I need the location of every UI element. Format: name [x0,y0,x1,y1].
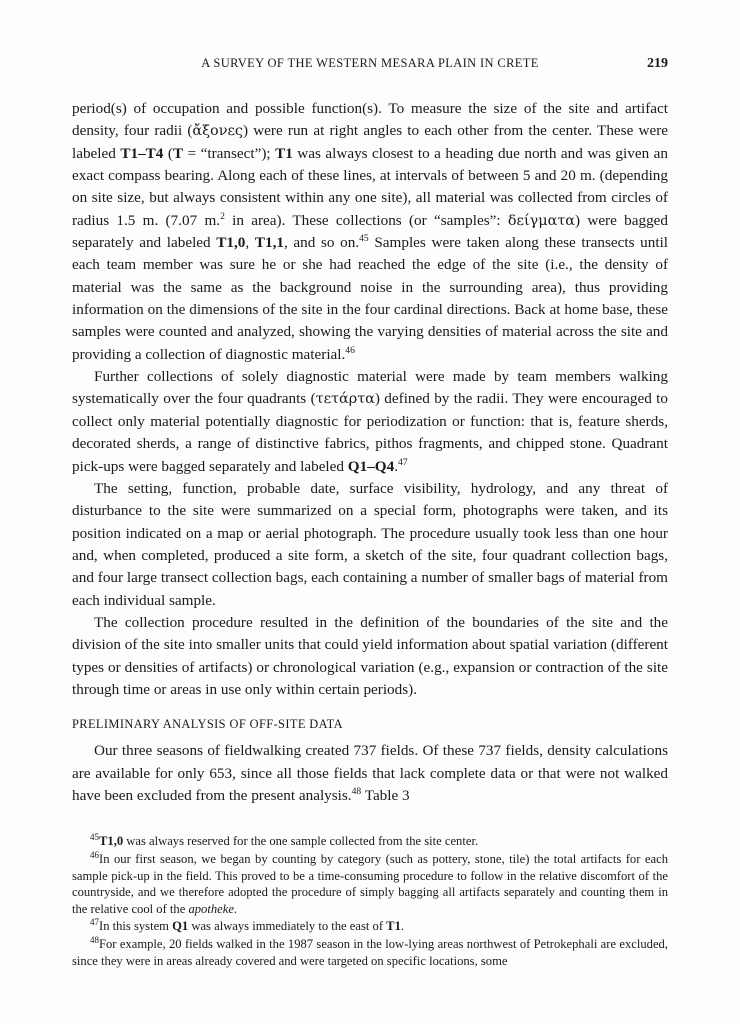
section-heading: PRELIMINARY ANALYSIS OF OFF-SITE DATA [72,717,343,732]
footnote: $^{46}$In our first season, we began by counting by category (such as pottery, stone, tile) the total artifacts for each sample pick-up in the field. This proved to be a time-consuming procedure to follow in the relative discomfort of the countryside, and we therefore adopted the procedure of simply bagging all artifacts separately and counting them in the relative cool of the apotheke. [72,849,668,916]
paragraph: Further collections of solely diagnostic material were made by team members walking systematically over the four quadrants (τετάρτα) defined by the radii. They were encouraged to collect only material potentially diagnostic for periodization or function: that is, feature sherds, decorated sherds, a range of distinctive fabrics, pithos fragments, and chipped stone. Quadrant pick-ups were bagged separately and labeled Q1–Q4.47 [72,368,668,475]
body-text [72,98,668,807]
footnote: $^{45}$T1,0 was always reserved for the one sample collected from the site center. [90,832,479,849]
paragraph: period(s) of occupation and possible function(s). To measure the size of the site and artifact density, four radii (ἄξονες) were run at right angles to each other from the center. These were labeled T1–T4 (T = “transect”); T1 was always closest to a heading due north and was given an exact compass bearing. Along each of these lines, at intervals of between 5 and 20 m. (depending on site size, but always consistent within any one site), all material was collected from circles of radius 1.5 m. (7.07 m.$^2$ in area). These collections (or “samples”: δείγματα) were bagged separately and labeled T1,0, T1,1, and so on.$^{45}$ Samples were taken along these transects until each team member was sure he or she had reached the edge of the site (i.e., the density of material was the same as the background noise in the surrounding area), thus providing information on the dimensions of the site in the four cardinal directions. Back at home base, these samples were counted and analyzed, showing the varying densities of material across the site and providing a collection of diagnostic material.$^{46}$ [72,100,669,363]
running-head-title: A SURVEY OF THE WESTERN MESARA PLAIN IN CRETE [201,56,539,70]
footnote: $^{48}$For example, 20 fields walked in the 1987 season in the low-lying areas northwest of Petrokephali are excluded, since they were in areas already covered and were targeted on specific locations, some [72,934,668,968]
paragraph: The setting, function, probable date, surface visibility, hydrology, and any threat of disturbance to the site were summarized on a special form, photographs were taken, and its position indicated on a map or aerial photograph. The procedure usually took less than one hour and, when completed, produced a site form, a sketch of the site, four quadrant collection bags, and four large transect collection bags, each containing a number of smaller bags of material from each individual sample. [72,479,668,609]
paragraph: The collection procedure resulted in the definition of the boundaries of the site and the division of the site into smaller units that could yield information about spatial variation (different types or densities of artifacts) or chronological variation (e.g., expansion or contraction of the site through time or areas in use only within certain periods). [72,613,668,698]
running-head [72,56,668,72]
paragraph: Our three seasons of fieldwalking created 737 fields. Of these 737 fields, density calculations are available for only 653, since all those fields that lack complete data or that were not walked have been excluded from the present analysis.$^{48}$ Table 3 [72,742,668,804]
footnotes [72,833,668,969]
page-number: 219 [647,56,668,71]
footnote: $^{47}$In this system Q1 was always immediately to the east of T1. [90,917,405,934]
